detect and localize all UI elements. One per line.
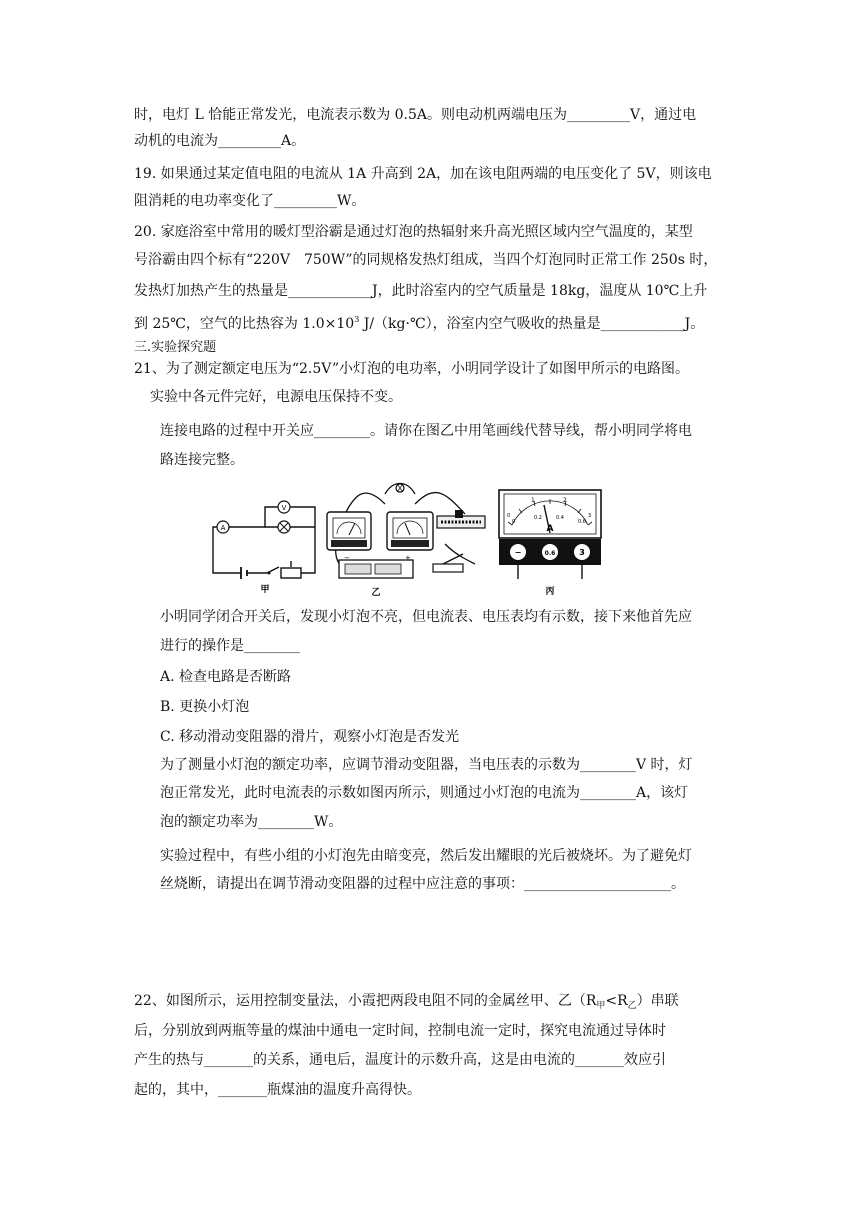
figure-jia-circuit [205,495,330,595]
scale-end-3: 3 [588,513,592,519]
q22-line2: 后，分别放到两瓶等量的煤油中通电一定时间，控制电流一定时，探究电流通过导体时 [134,1023,666,1039]
figure-bing-ammeter [498,489,602,599]
scale-bottom-1: 0.2 [534,515,542,521]
q22-line1 [134,991,679,1016]
q20-line4b: J/（kg·℃），浴室内空气吸收的热量是____________J。 [359,316,705,332]
q18-line2: 动机的电流为_________A。 [134,133,306,149]
battery-minus-mark: − [344,554,350,562]
figure-label-bing: 丙 [545,587,555,597]
q20-line1: 20. 家庭浴室中常用的暖灯型浴霸是通过灯泡的热辐射来升高光照区域内空气温度的，某型 [134,224,693,240]
q22-sub-jia: 甲 [596,1001,606,1011]
q21-line1: 21、为了测定额定电压为“2.5V”小灯泡的电功率，小明同学设计了如图甲所示的电路图。 [134,361,690,377]
q21-p4a: 实验过程中，有些小组的小灯泡先由暗变亮，然后发出耀眼的光后被烧坏。为了避免灯 [160,848,692,864]
q22-less-than: <R [605,993,628,1009]
q21-p2b: 进行的操作是________ [160,638,300,654]
terminal-06: 0.6 [544,550,556,557]
q21-p2a: 小明同学闭合开关后，发现小灯泡不亮，但电流表、电压表均有示数，接下来他首先应 [160,609,692,625]
q21-option-b: B. 更换小灯泡 [160,699,250,715]
q19-line1: 19. 如果通过某定值电阻的电流从 1A 升高到 2A，加在该电阻两端的电压变化了 5V，则该电 [134,166,712,182]
q21-p1a: 连接电路的过程中开关应________。请你在图乙中用笔画线代替导线，帮小明同学将电 [160,423,692,439]
section-heading: 三.实验探究题 [134,340,217,355]
q19-line2: 阻消耗的电功率变化了_________W。 [134,193,366,209]
figure-yi-apparatus [325,474,495,600]
q20-line2: 号浴霸由四个标有“220V 750W”的同规格发热灯组成，当四个灯泡同时正常工作 250s 时， [134,252,718,268]
ammeter-letter: A [546,524,554,534]
q21-option-a: A. 检查电路是否断路 [160,669,292,685]
q22-line1-text: 22、如图所示，运用控制变量法，小霞把两段电阻不同的金属丝甲、乙（R [134,993,597,1009]
figure-label-jia: 甲 [260,585,270,595]
terminal-minus: − [514,548,522,557]
q21-p3b: 泡正常发光，此时电流表的示数如图丙所示，则通过小灯泡的电流为________A，该灯 [160,785,689,801]
q22-sub-yi: 乙 [627,1001,637,1011]
q22-line1-end: ）串联 [636,993,679,1009]
battery-plus-mark: + [405,554,411,562]
q21-option-c: C. 移动滑动变阻器的滑片，观察小灯泡是否发光 [160,729,460,745]
q21-p1b: 路连接完整。 [160,452,244,468]
figure-label-yi: 乙 [371,588,381,598]
scale-top-2: 2 [563,497,567,504]
q20-line4a: 到 25℃，空气的比热容为 1.0×10 [134,316,355,332]
q20-line3: 发热灯加热产生的热量是____________J，此时浴室内的空气质量是 18kg，温度从 10℃上升 [134,283,708,299]
terminal-3: 3 [579,548,585,557]
q21-line2: 实验中各元件完好，电源电压保持不变。 [150,389,402,405]
q22-line3: 产生的热与_______的关系，通电后，温度计的示数升高，这是由电流的_______效应引 [134,1052,666,1068]
scale-top-1: 1 [531,497,535,504]
scale-end-06: 0.6 [578,519,586,525]
q21-p3c: 泡的额定功率为________W。 [160,814,343,830]
scale-end-0-bottom: 0 [512,519,516,525]
scale-end-0-top: 0 [507,513,511,519]
voltmeter-symbol: V [281,504,287,512]
q20-exponent: 3 [354,315,360,324]
q18-line1: 时，电灯 L 恰能正常发光，电流表示数为 0.5A。则电动机两端电压为_________V，通过电 [134,107,697,123]
q21-p3a: 为了测量小灯泡的额定功率，应调节滑动变阻器，当电压表的示数为________V 时，灯 [160,757,693,773]
q21-p4b: 丝烧断，请提出在调节滑动变阻器的过程中应注意的事项：_____________________。 [160,876,685,892]
scale-bottom-2: 0.4 [556,515,564,521]
q20-line4 [134,310,704,334]
q22-line4: 起的，其中，_______瓶煤油的温度升高得快。 [134,1082,421,1098]
ammeter-symbol: A [220,524,226,532]
